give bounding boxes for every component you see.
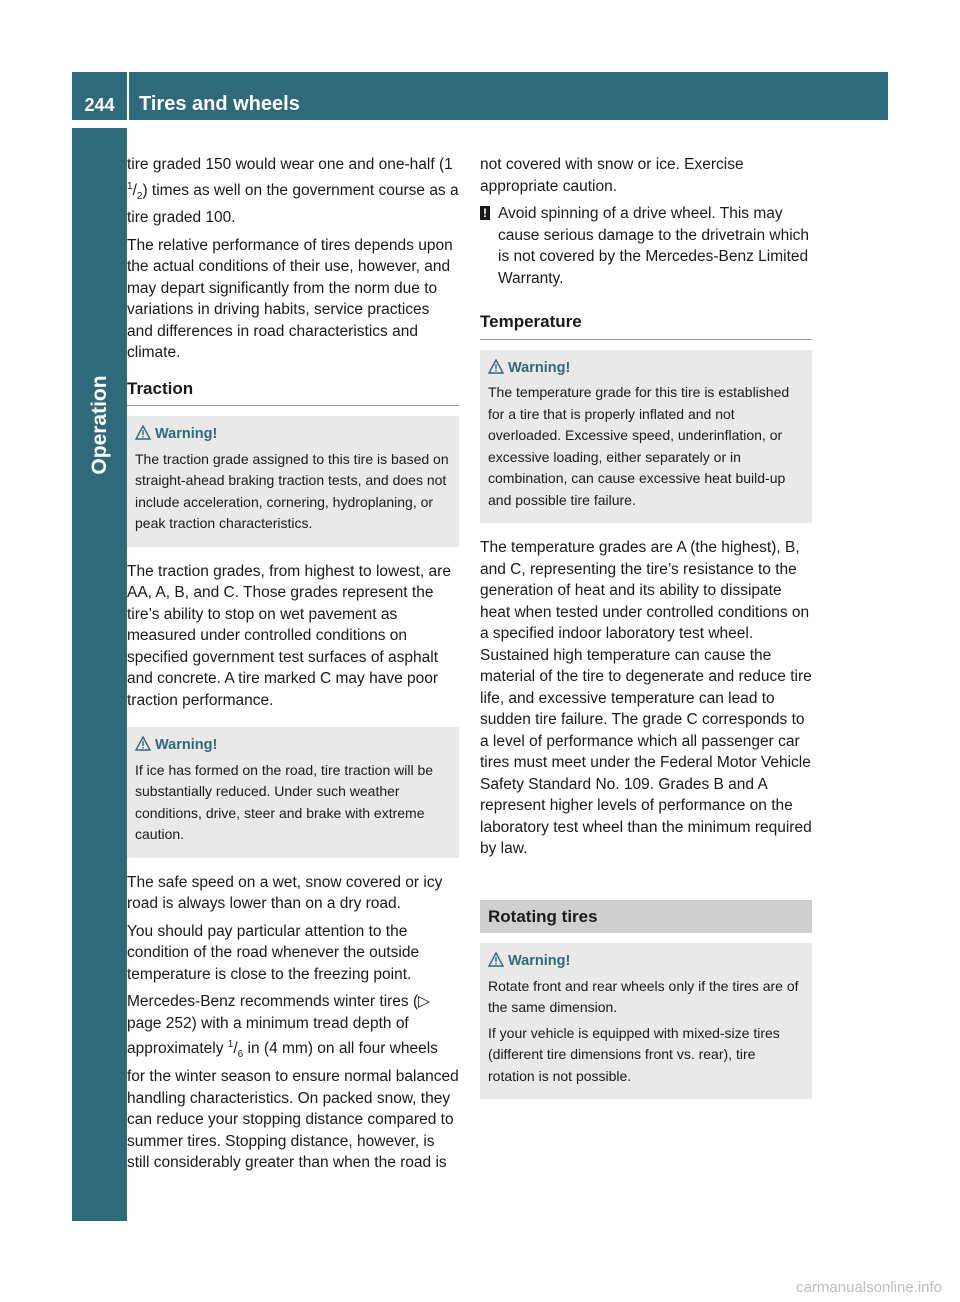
paragraph: The relative performance of tires depends upon the actual conditions of their use, however, and may depart significantly from the norm due to variations in driving habits, service practices and differences in road characteristics and climate. [127, 236, 453, 362]
side-tab-label: Operation [87, 375, 111, 475]
notice [480, 203, 812, 289]
paragraph: The safe speed on a wet, snow covered or icy road is always lower than on a dry road. [127, 873, 443, 913]
paragraph: You should pay particular attention to the condition of the road whenever the outside temperature is close to the freezing point. [127, 922, 420, 983]
warning-text: If your vehicle is equipped with mixed-size tires (different tire dimensions front vs. rear), tire rotation is not possible. [488, 1024, 780, 1084]
warning-text: The traction grade assigned to this tire is based on straight-ahead braking traction tests, and does not include acceleration, cornering, hydroplaning, or peak traction characteristics. [135, 450, 449, 532]
fraction: $^1/_6$ [227, 1039, 244, 1061]
right-column [480, 154, 812, 1113]
chapter-title: Tires and wheels [139, 93, 300, 115]
page-number: 244 [84, 95, 115, 115]
paragraph: Mercedes-Benz recommends winter tires (▷ page 252) with a minimum tread depth of approximately $^1/_6$ in (4 mm) on all four wheels for the winter season to ensure normal balanced handling characteristics. On packed snow, they can reduce your stopping distance compared to summer tires. Stopping distance, however, is still considerably greater than when the road is [127, 993, 459, 1171]
section-heading-temperature: Temperature [480, 311, 812, 340]
warning-text: The temperature grade for this tire is established for a tire that is properly inflated and not overloaded. Excessive speed, underinflation, or excessive loading, either separately or in combination, can cause excessive heat build-up and possible tire failure. [488, 384, 790, 508]
watermark: carmanualsonline.info [796, 1279, 942, 1296]
paragraph: The traction grades, from highest to lowest, are AA, A, B, and C. Those grades represent the tire’s ability to stop on wet pavement as measured under controlled conditions on specified government test surfaces of asphalt and concrete. A tire marked C may have poor traction performance. [127, 562, 451, 709]
warning-triangle-icon [488, 952, 504, 967]
warning-text: Rotate front and rear wheels only if the tires are of the same dimension. [488, 977, 799, 1015]
warning-triangle-icon [488, 359, 504, 374]
paragraph: not covered with snow or ice. Exercise appropriate caution. [480, 156, 744, 195]
warning-box [127, 727, 459, 858]
warning-title: Warning! [155, 426, 218, 443]
paragraph: The temperature grades are A (the highest), B, and C, representing the tire’s resistance to the generation of heat and its ability to dissipate heat when tested under controlled conditions on a specified indoor laboratory test wheel. Sustained high temperature can cause the material of the tire to degenerate and reduce tire life, and excessive temperature can lead to sudden tire failure. The grade C corresponds to a level of performance which all passenger car tires must meet under the Federal Motor Vehicle Safety Standard No. 109. Grades B and A represent higher levels of performance on the laboratory test wheel than the minimum required by law. [480, 539, 812, 857]
header-divider [127, 72, 129, 120]
section-heading-rotating-tires: Rotating tires [480, 900, 812, 934]
exclamation-icon: ! [480, 206, 490, 220]
warning-title: Warning! [508, 359, 571, 376]
notice-text: Avoid spinning of a drive wheel. This may cause serious damage to the drivetrain which is not covered by the Mercedes-Benz Limited Warranty. [498, 205, 810, 287]
warning-box [480, 943, 812, 1099]
warning-title: Warning! [508, 953, 571, 969]
warning-title: Warning! [155, 737, 218, 754]
side-tab-label-box [72, 350, 127, 500]
paragraph: tire graded 150 would wear one and one-half (1 $^1/_2$) times as well on the government course as a tire graded 100. [127, 156, 459, 227]
left-column [127, 154, 459, 1180]
warning-box [127, 416, 459, 547]
warning-text: If ice has formed on the road, tire traction will be substantially reduced. Under such weather conditions, drive, steer and brake with extreme caution. [135, 761, 434, 843]
fraction: $^1/_2$ [127, 180, 143, 202]
warning-box [480, 350, 812, 524]
section-heading-traction: Traction [127, 378, 459, 407]
warning-triangle-icon [135, 736, 151, 751]
side-tab [72, 128, 127, 1221]
warning-triangle-icon [135, 425, 151, 440]
